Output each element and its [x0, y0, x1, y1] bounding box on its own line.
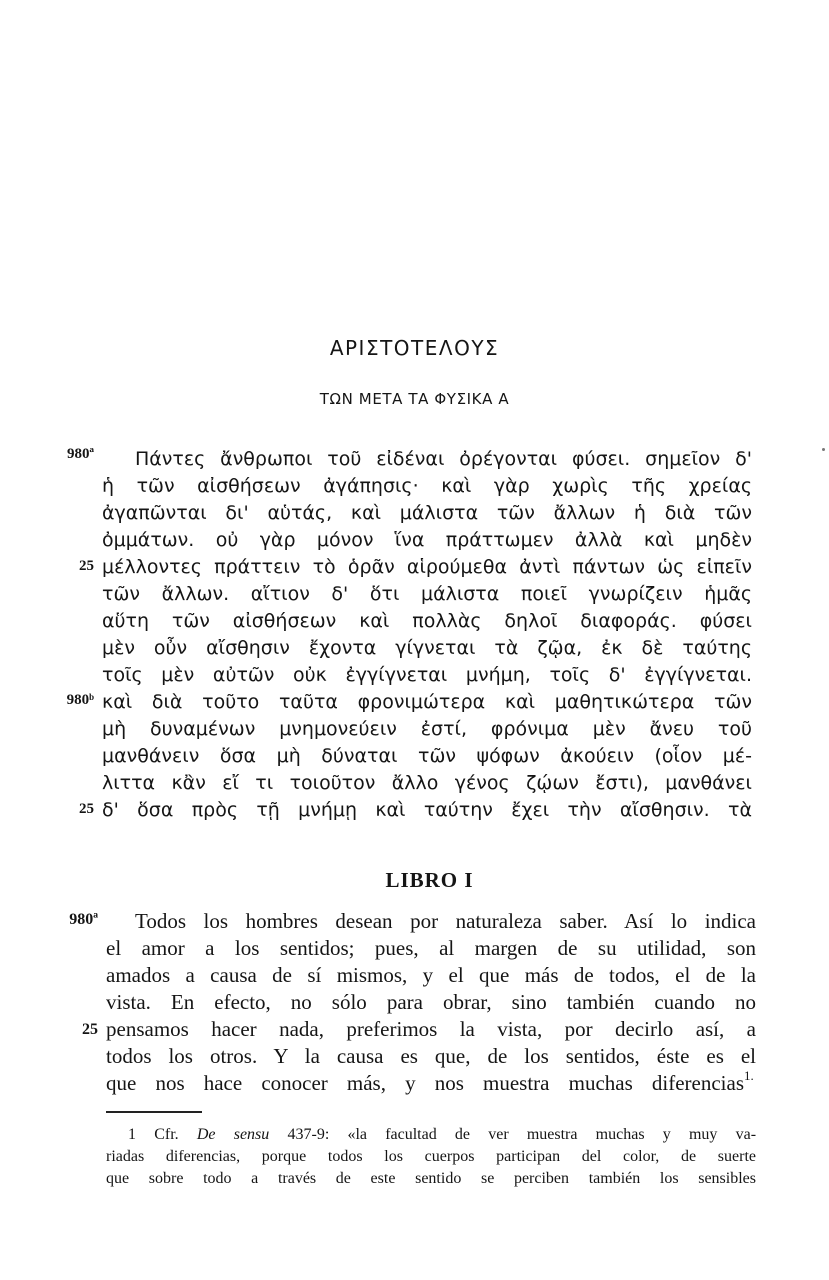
greek-line-10: καὶ διὰ τοῦτο ταῦτα φρονιμώτερα καὶ μαθητικώτερα τῶν — [102, 691, 752, 713]
footnote-line-1 — [128, 1124, 756, 1146]
spanish-line-4: vista. En efecto, no sólo para obrar, sino también cuando no — [106, 990, 756, 1014]
footnote-reference: 1. — [744, 1068, 754, 1083]
greek-line-7: αὕτη τῶν αἰσθήσεων καὶ πολλὰς δηλοῖ διαφοράς. φύσει — [102, 610, 752, 632]
greek-line-8: μὲν οὖν αἴσθησιν ἔχοντα γίγνεται τὰ ζῷα, ἐκ δὲ ταύτης — [102, 637, 752, 659]
greek-margin-25b: 25 — [79, 801, 94, 817]
greek-line-6: τῶν ἄλλων. αἴτιον δ' ὅτι μάλιστα ποιεῖ γνωρίζειν ἡμᾶς — [102, 583, 752, 605]
footnote-line-3: que sobre todo a través de este sentido se perciben también los sensibles — [106, 1170, 756, 1187]
footnote-source-title: De sensu — [196, 1126, 270, 1143]
greek-line-9: τοῖς μὲν αὐτῶν οὐκ ἐγγίγνεται μνήμη, τοῖς δ' ἐγγίγνεται. — [102, 664, 752, 686]
spanish-margin-980a: 980ª — [69, 911, 98, 928]
footnote-line-2: riadas diferencias, porque todos los cuerpos participan del color, de suerte — [106, 1148, 756, 1165]
book-title: LIBRO I — [385, 868, 474, 892]
greek-line-12: μανθάνειν ὅσα μὴ δύναται τῶν ψόφων ἀκούειν (οἷον μέ- — [102, 745, 752, 767]
spanish-line-1: Todos los hombres desean por naturaleza saber. Así lo indica — [135, 909, 756, 933]
footnote-line-1-rest: 437-9: «la facultad de ver muestra muchas y muy va- — [287, 1126, 757, 1143]
spanish-line-2: el amor a los sentidos; pues, al margen de su utilidad, son — [106, 936, 756, 960]
spanish-margin-25: 25 — [82, 1021, 98, 1038]
footnote-number: 1 — [128, 1126, 136, 1143]
footnote-cfr: Cfr. — [154, 1126, 179, 1143]
greek-line-13: λιττα κἂν εἴ τι τοιοῦτον ἄλλο γένος ζῴων ἔστι), μανθάνει — [102, 772, 752, 794]
footnote-divider — [106, 1111, 202, 1113]
greek-line-14: δ' ὅσα πρὸς τῇ μνήμῃ καὶ ταύτην ἔχει τὴν αἴσθησιν. τὰ — [102, 799, 752, 821]
paper-speck — [822, 448, 825, 451]
greek-line-11: μὴ δυναμένων μνημονεύειν ἐστί, φρόνιμα μὲν ἄνευ τοῦ — [102, 718, 752, 740]
spanish-line-3: amados a causa de sí mismos, y el que más de todos, el de la — [106, 963, 756, 987]
spanish-line-6: todos los otros. Y la causa es que, de los sentidos, éste es el — [106, 1044, 756, 1068]
spanish-line-5: pensamos hacer nada, preferimos la vista, por decirlo así, a — [106, 1017, 756, 1041]
greek-margin-980a: 980ª — [67, 446, 94, 462]
greek-line-4: ὀμμάτων. οὐ γὰρ μόνον ἵνα πράττωμεν ἀλλὰ καὶ μηδὲν — [102, 529, 752, 551]
greek-margin-25: 25 — [79, 558, 94, 574]
greek-work-title: ΤΩΝ ΜΕΤΑ ΤΑ ΦΥΣΙΚΑ Α — [319, 390, 510, 408]
greek-line-5: μέλλοντες πράττειν τὸ ὁρᾶν αἱρούμεθα ἀντὶ πάντων ὡς εἰπεῖν — [102, 556, 752, 578]
greek-author-heading: ΑΡΙΣΤΟΤΕΛΟΥΣ — [329, 336, 500, 360]
spanish-line-7: que nos hace conocer más, y nos muestra muchas diferencias — [106, 1071, 744, 1095]
greek-line-2: ἡ τῶν αἰσθήσεων ἀγάπησις· καὶ γὰρ χωρὶς τῆς χρείας — [102, 475, 752, 497]
greek-line-3: ἀγαπῶνται δι' αὑτάς, καὶ μάλιστα τῶν ἄλλων ἡ διὰ τῶν — [102, 502, 752, 524]
greek-line-1: Πάντες ἄνθρωποι τοῦ εἰδέναι ὀρέγονται φύσει. σημεῖον δ' — [135, 448, 752, 470]
greek-margin-980b: 980ᵇ — [66, 692, 94, 708]
